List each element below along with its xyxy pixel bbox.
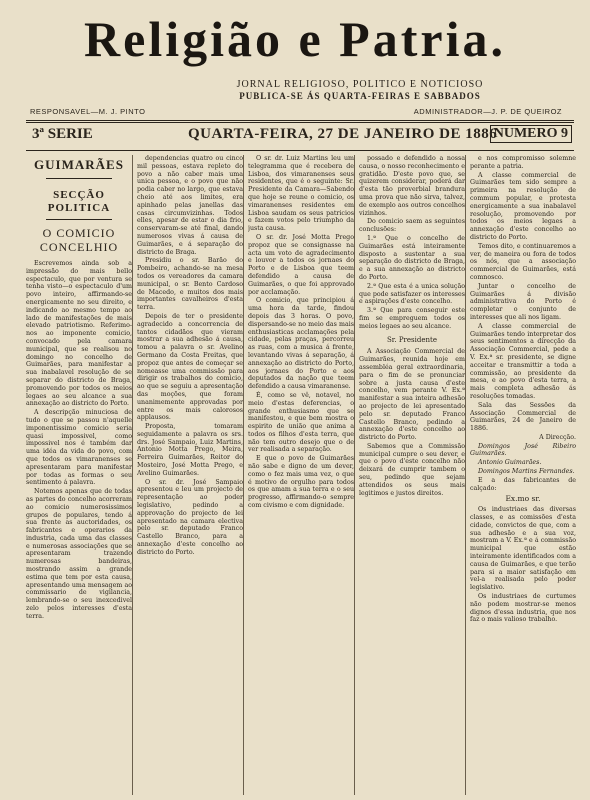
paragraph: É, como se vê, notavel, no meio d'estas deferencias, o grande enthusiasmo que se manifestou, e que bem mostra o espirito de união que anima a todos os filhos d'esta terra, que não tem outro desejo que o de ver realisada a separação.	[248, 391, 354, 454]
paragraph: A Associação Commercial de Guimarães, reunida hoje em assembléa geral extraordinaria, para o fim de se pronunciar sobre a justa causa d'este concelho, vem perante V. Ex.ª manifestar a sua inteira adhesão ao projecto de lei apresentado pelo sr. deputado Franco Castello Branco, pedindo a annexação d'este concelho ao districto do Porto.	[359, 348, 465, 442]
letter-salutation: Sr. Presidente	[387, 335, 437, 344]
masthead	[0, 2, 590, 76]
paragraph: Proposta, tomaram seguidamente a palavra os srs. drs. José Sampaio, Luiz Martins, Antonio Motta Prego, Meira, Ferreira Guimarães, Reitor do Mosteiro, José Motta Prego, e Avelino Guimarães.	[137, 423, 243, 477]
paragraph: 1.ª Que o concelho de Guimarães está inteiramente disposto a sustentar a sua separação do districto de Braga, e a sua annexação ao districto do Porto.	[359, 234, 465, 281]
publication-schedule: PUBLICA-SE ÁS QUARTA-FEIRAS E SABBADOS	[239, 91, 481, 101]
paragraph: Depois de ter o presidente agradecido a concorrencia de tantos cidadãos que vieram mostrar a sua adhesão á causa, tomou a palavra o sr. Avelino Germano da Costa Freitas, que propoz que antes de começar se nomeasse uma commissão para dirigir os trabalhos do comicio, ao que se seguiu a apresentação das moções, que foram unanimemente approvadas por entre os mais calorosos applausos.	[137, 312, 243, 422]
section-heading: GUIMARÃES	[34, 157, 124, 172]
paragraph: Do comicio saem as seguintes conclusões:	[359, 218, 465, 234]
paragraph: Escrevemos ainda sob a impressão do mais bello espectaculo, que por ventura se tenha visto—o espectaculo d'um povo inteiro, affirmando-se energicamente no seu direito, e indicando ao mesmo tempo ao lado de manifestações de mais elevado patriotismo. Referimo-nos ao imponente comicio, convocado pela camara municipal, que se realisou no domingo no concelho de Guimarães, para manifestar a sua inabalavel resolução de se separar do districto de Braga, promovendo por todos os meios legaes ao seu alcance a sua annexação ao districto do Porto.	[26, 260, 132, 408]
newspaper-title: Religião e Patria.	[84, 11, 506, 67]
responsavel: RESPONSAVEL—M. J. PINTO	[30, 107, 146, 116]
signature-heading: A Direcção.	[539, 433, 576, 441]
top-rule	[26, 120, 574, 121]
newspaper-subtitle: JORNAL RELIGIOSO, POLITICO E NOTICIOSO	[236, 79, 484, 90]
paragraph: A descripção minuciosa de tudo o que se passou n'aquelle imponentissimo comicio seria quasi impossivel, como impossivel nos é também dar uma idéa da vida do povo, com que todos os vimaranenses se apresentaram para manifestar por todas as formas o seu sentimento á palavra.	[26, 409, 132, 487]
article-columns	[24, 155, 576, 795]
separator	[46, 219, 112, 220]
paragraph: Notemos apenas que de todas as partes do concelho acorreram ao comicio numerosissimos grupos de populares, tendo á sua frente as auctoridades, os fabricantes e operarios da industria, cada uma das classes e numerosas associações que se apresentaram trazendo numerosas bandeiras, mostrando assim a grande estima que tem por esta causa, apresentando uma mensagem ao commissario de vigilancia, lembrando-se o seu inexcedivel zelo pelos interesses d'esta terra.	[26, 488, 132, 620]
closing-line: Sala das Sessões da Associação Commercial de Guimarães, 24 de Janeiro de 1886.	[470, 401, 576, 433]
administrador: ADMINISTRADOR—J. P. DE QUEIROZ	[413, 107, 562, 116]
paragraph: possado e defendido a nossa causa, o nosso reconhecimento e gratidão. D'este povo que, se quizerem considerar, poderá dar d'esta tão proverbial brandura uma prova que não sirva, talvez, de exemplo aos outros concelhos vizinhos.	[359, 155, 465, 217]
letter-salutation: Ex.mo sr.	[505, 494, 541, 504]
issue-number: NUMERO 9	[490, 125, 572, 143]
paragraph: dependencias quatro ou cinco mil pessoas, estava repleto do povo a não caber mais uma unica pessoa, e o povo que não podia caber no largo, que estava cheio até aos limites, era apinhado pelas janellas das casas circumvizinhas. Todos elles, apesar de estar o dia frio, conservaram-se até final, dando numerosos vivas á causa de Guimarães, e á separação do districto de Braga.	[137, 155, 243, 256]
paragraph: 2.ª Que esta é a unica solução que pode satisfazer os interesses e aspirações d'este concelho.	[359, 282, 465, 306]
signature: Antonio Guimarães.	[478, 459, 542, 467]
article-title: O COMICIO CONCELHIO	[39, 226, 119, 254]
paragraph: A classe commercial de Guimarães tem sido sempre a primeira na resolução de commum popular, e protesta energicamente a sua inabalavel resolução, promovendo por todos os meios legaes a annexação d'este concelho ao districto do Porto.	[470, 171, 576, 241]
paragraph: Os industriaes de curtumes não podem mostrar-se menos dignos d'essa industria, que nos faz o mais valioso trabalho.	[470, 593, 576, 624]
paragraph: E que o povo de Guimarães não sabe e digno de um dever, como o fez mais uma vez, o que é motivo de orgulho para todos os que amam a sua terra e o seu progresso, affirmando-o sempre com civismo e com dignidade.	[248, 455, 354, 510]
column-3	[248, 155, 354, 795]
top-rule-2	[26, 122, 574, 123]
paragraph: Os industriaes das diversas classes, e as comissões d'esta cidade, convictos de que, com a sua adhesão e a sua voz, mostram a V. Ex.ª e á commissão municipal que estão inteiramente identificados com a causa de Guimarães, e que terão para si a maior satisfação em vel-a realisada pelo poder legislativo.	[470, 506, 576, 592]
paragraph: Juntar o concelho de Guimarães á divisão administrativa do Porto é completar o conjunto de interesses que ali nos ligam.	[470, 282, 576, 321]
signature: Domingos José Ribeiro Guimarães.	[470, 442, 576, 458]
column-2	[137, 155, 243, 795]
paragraph: Presidiu o sr. Barão do Pombeiro, achando-se na mesa todos os vereadores da camara municipal, o sr. Bento Cardoso de Macedo, e muitos dos mais importantes cavalheiros d'esta terra.	[137, 257, 243, 312]
signature: Domingos Martins Fernandes.	[478, 468, 575, 476]
dateline-rule	[26, 150, 574, 151]
section-name: SECÇÃO POLITICA	[47, 189, 111, 214]
dateline	[26, 124, 574, 148]
column-1	[26, 155, 132, 795]
paragraph: e nos compromisso solemne perante a patria.	[470, 155, 576, 170]
issue-serie: 3ª SERIE	[32, 126, 93, 142]
separator	[46, 178, 112, 179]
paragraph: Temos dito, e continuaremos a ver, de maneira ou fora de todos os nós, que a associação commercial de Guimarães, está comnosco.	[470, 242, 576, 281]
paragraph: O sr. dr. Luiz Martins leu um telegramma que é recebera de Lisboa, dos vimaranenses seus residentes, que é o seguinte: Sr. Presidente da Camara—Sabendo que hoje se reune o comicio, os vimaranenses residentes em Lisboa saudam os seus patricios e fazem votos pelo triumpho da justa causa.	[248, 155, 354, 233]
issue-date: QUARTA-FEIRA, 27 DE JANEIRO DE 1886	[188, 126, 498, 142]
paragraph: O comicio, que principiou á uma hora da tarde, findou depois das 3 horas. O povo, dispersando-se no meio das mais enthusiasticas acclamações pela cidade, pelas praças, percorreu as ruas, com a musica á frente, levantando vivas á separação, á annexação ao districto do Porto, aos jornaes do Porto e aos deputados da nação que teem defendido a causa vimaranense.	[248, 297, 354, 391]
paragraph: A classe commercial de Guimarães tendo interpretar dos seus sentimentos a direcção da Associação Commercial, pede a V. Ex.ª sr. presidente, se digne acceitar e transmittir a toda a commissão, ao presidente da mesa, e ao povo d'esta terra, a mais completa adhesão ás resoluções tomadas.	[470, 322, 576, 400]
paragraph: O sr. dr. José Motta Prego propoz que se consignasse na acta um voto de agradecimento e louvor a todos os jornaes do Porto e de Lisboa que teem defendido a causa de Guimarães, o que foi approvado por acclamação.	[248, 233, 354, 296]
paragraph: O sr. dr. José Sampaio apresentou e leu um projecto de representação ao poder legislativo, pedindo a approvação do projecto de lei apresentado na camara electiva pelo sr. deputado Franco Castello Branco, para a annexação d'este concelho ao districto do Porto.	[137, 478, 243, 556]
paragraph: E a das fabricantes de calçado:	[470, 476, 576, 492]
column-5	[470, 155, 576, 795]
column-4	[359, 155, 465, 795]
paragraph: Sabemos que a Commissão municipal cumpre o seu dever, e que o povo d'este concelho não deixará de cumprir tambem o seu, pedindo que sejam attendidos os seus mais legitimos e justos direitos.	[359, 442, 465, 497]
paragraph: 3.ª Que para conseguir este fim se empreguem todos os meios legaes ao seu alcance.	[359, 307, 465, 330]
